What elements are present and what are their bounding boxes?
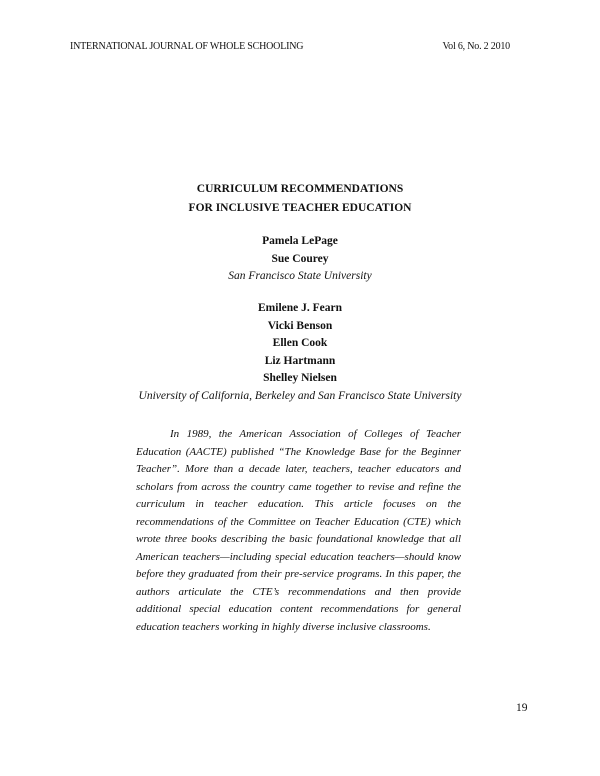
journal-name: INTERNATIONAL JOURNAL OF WHOLE SCHOOLING (70, 41, 304, 52)
issue-info: Vol 6, No. 2 2010 (442, 41, 510, 52)
author-name: Sue Courey (271, 252, 329, 265)
author-name: Liz Hartmann (264, 354, 336, 367)
author-name: Emilene J. Fearn (258, 302, 342, 314)
author-affiliation: San Francisco State University (228, 270, 372, 282)
author-group-2 (0, 300, 600, 405)
title-line-2: FOR INCLUSIVE TEACHER EDUCATION (188, 202, 412, 214)
author-name: Pamela LePage (262, 235, 338, 247)
author-name: Vicki Benson (267, 319, 333, 332)
title-line-1: CURRICULUM RECOMMENDATIONS (196, 183, 404, 195)
author-affiliation: University of California, Berkeley and San Francisco State University (138, 389, 462, 402)
abstract-paragraph: In 1989, the American Association of Colleges of Teacher Education (AACTE) published “The Knowledge Base for the Beginner Teacher”. More than a decade later, teachers, teacher educators and scholars from across the country came together to revise and refine the curriculum in teacher education. This article focuses on the recommendations of the Committee on Teacher Education (CTE) which wrote three books describing the basic foundational knowledge that all American teachers—including special education teachers—should know before they graduated from their pre-service programs. In this paper, the authors articulate the CTE’s recommendations and then provide additional special education content recommendations for general education teachers working in highly diverse inclusive classrooms. (136, 428, 461, 633)
author-name: Ellen Cook (272, 337, 328, 349)
author-name: Shelley Nielsen (263, 372, 337, 384)
article-title (0, 180, 600, 218)
page-number: 19 (516, 702, 528, 714)
author-group-1 (0, 233, 600, 286)
